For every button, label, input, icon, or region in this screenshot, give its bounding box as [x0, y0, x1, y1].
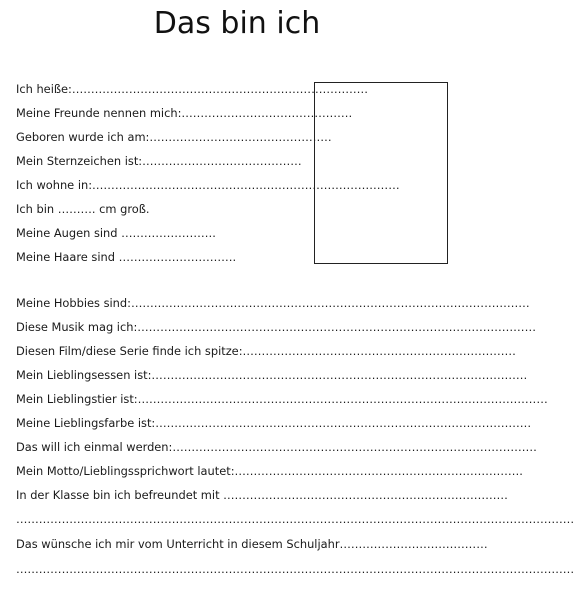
page-title: Das bin ich [153, 6, 321, 41]
field-favorite-animal: Mein Lieblingstier ist:……………………………………………………………………………………………… [16, 392, 548, 406]
field-zodiac: Mein Sternzeichen ist:…………………………………… [16, 154, 302, 168]
field-friends: In der Klasse bin ich befreundet mit ………………………………………………………………… [16, 488, 508, 502]
field-motto: Mein Motto/Lieblingssprichwort lautet:…………………………………………………………………. [16, 464, 523, 478]
field-friends-continued: ………………………………………………………………………………………………………………………………… [16, 512, 574, 526]
field-wish-continued: ………………………………………………………………………………………………………………………………… [16, 562, 574, 576]
field-hair: Meine Haare sind …………………………. [16, 250, 237, 264]
field-music: Diese Musik mag ich:…………………………………………………………………………………………… [16, 320, 536, 334]
field-career: Das will ich einmal werden:…………………………………………………………………………………… [16, 440, 537, 454]
field-favorite-color: Meine Lieblingsfarbe ist:……………………………………………………………………………………… [16, 416, 532, 430]
field-hobbies: Meine Hobbies sind:…………………………………………………………………………………………… [16, 296, 530, 310]
field-height: Ich bin ………. cm groß. [16, 202, 150, 216]
field-birthdate: Geboren wurde ich am:………………………………………… [16, 130, 332, 144]
field-wish: Das wünsche ich mir vom Unterricht in diesem Schuljahr………………………………… [16, 537, 488, 551]
field-favorite-food: Mein Lieblingsessen ist:……………………………………………………………………………………… [16, 368, 528, 382]
field-name: Ich heiße:…………………………………………………………………… [16, 82, 369, 96]
field-eyes: Meine Augen sind ……………………. [16, 226, 216, 240]
field-residence: Ich wohne in:……………………………………………………………………… [16, 178, 400, 192]
field-film-series: Diesen Film/diese Serie finde ich spitze:……………………………………………………………… [16, 344, 516, 358]
field-nickname: Meine Freunde nennen mich:……………………………………… [16, 106, 353, 120]
